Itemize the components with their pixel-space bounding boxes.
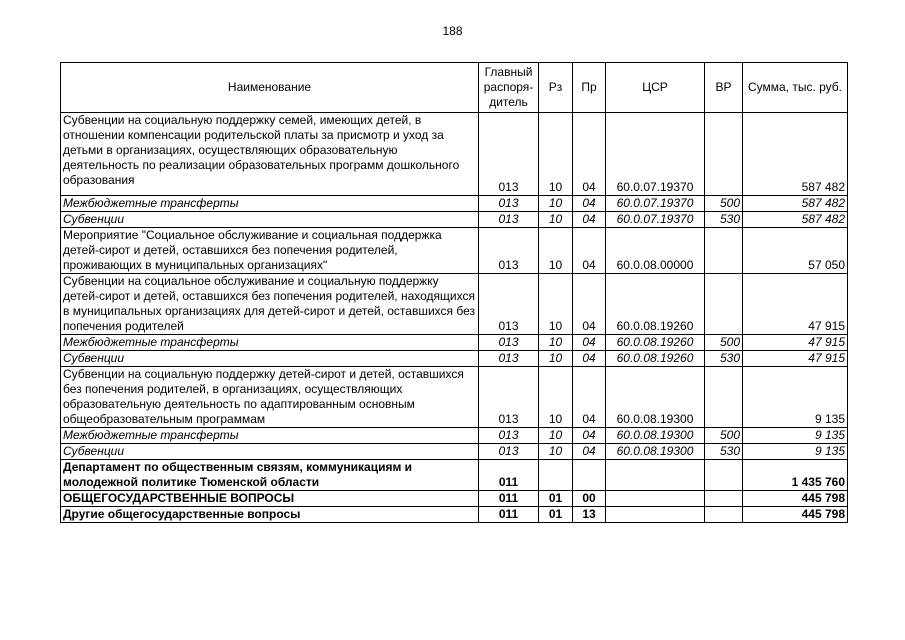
row-pr: 00 [573,491,606,507]
row-vr [705,491,743,507]
row-vr [705,460,743,491]
row-pr: 13 [573,507,606,523]
row-csr: 60.0.08.19300 [606,444,705,460]
row-vr [705,367,743,428]
header-csr: ЦСР [606,63,705,113]
row-sum: 587 482 [743,113,848,196]
row-vr [705,228,743,274]
row-pr: 04 [573,428,606,444]
row-vr: 500 [705,335,743,351]
row-csr: 60.0.08.19260 [606,335,705,351]
row-csr: 60.0.08.19260 [606,274,705,335]
row-rz: 10 [539,228,573,274]
row-name: Межбюджетные трансферты [61,335,479,351]
row-rz: 10 [539,113,573,196]
table-row [61,460,848,491]
row-rz: 10 [539,351,573,367]
row-csr [606,507,705,523]
row-name: Другие общегосударственные вопросы [61,507,479,523]
row-name: Субвенции на социальную поддержку детей-сирот и детей, оставшихся без попечения родителей, в организациях, осуществляющих образовательную деятельность по адаптированным основным общеобразовательным программам [61,367,479,428]
row-csr [606,460,705,491]
row-grbs: 011 [479,491,539,507]
row-csr: 60.0.08.19300 [606,428,705,444]
row-rz: 10 [539,212,573,228]
row-grbs: 013 [479,367,539,428]
row-sum: 1 435 760 [743,460,848,491]
row-pr: 04 [573,212,606,228]
row-name: Мероприятие "Социальное обслуживание и социальная поддержка детей-сирот и детей, оставшихся без попечения родителей, проживающих в муниципальных организациях" [61,228,479,274]
row-pr: 04 [573,228,606,274]
budget-table [60,62,848,523]
row-rz: 01 [539,491,573,507]
row-name: Межбюджетные трансферты [61,196,479,212]
table-row [61,428,848,444]
row-pr: 04 [573,113,606,196]
row-sum: 587 482 [743,196,848,212]
row-rz: 10 [539,428,573,444]
row-vr: 530 [705,444,743,460]
table-row [61,491,848,507]
header-rz: Рз [539,63,573,113]
row-csr: 60.0.08.00000 [606,228,705,274]
header-vr: ВР [705,63,743,113]
header-grbs: Главный распоря-дитель [479,63,539,113]
row-name: Департамент по общественным связям, коммуникациям и молодежной политике Тюменской области [61,460,479,491]
row-sum: 47 915 [743,274,848,335]
row-csr [606,491,705,507]
row-vr: 500 [705,428,743,444]
row-name: Субвенции [61,444,479,460]
table-row [61,113,848,196]
row-vr: 500 [705,196,743,212]
row-grbs: 013 [479,444,539,460]
table-row [61,335,848,351]
table-row [61,367,848,428]
row-pr: 04 [573,367,606,428]
row-grbs: 013 [479,113,539,196]
row-csr: 60.0.07.19370 [606,212,705,228]
table-row [61,196,848,212]
row-csr: 60.0.08.19260 [606,351,705,367]
table-row [61,212,848,228]
row-name: Субвенции на социальную поддержку семей, имеющих детей, в отношении компенсации родительской платы за присмотр и уход за детьми в организациях, осуществляющих образовательную деятельность по реализации образовательных программ дошкольного образования [61,113,479,196]
row-name: Субвенции на социальное обслуживание и социальную поддержку детей-сирот и детей, оставшихся без попечения родителей, находящихся в муниципальных организациях для детей-сирот и детей, оставшихся без попечения родителей [61,274,479,335]
row-grbs: 013 [479,228,539,274]
row-vr: 530 [705,212,743,228]
header-pr: Пр [573,63,606,113]
row-sum: 47 915 [743,335,848,351]
row-rz: 10 [539,274,573,335]
row-grbs: 013 [479,274,539,335]
row-grbs: 011 [479,460,539,491]
row-name: Субвенции [61,212,479,228]
row-pr: 04 [573,351,606,367]
row-rz: 10 [539,196,573,212]
row-name: ОБЩЕГОСУДАРСТВЕННЫЕ ВОПРОСЫ [61,491,479,507]
table-row [61,444,848,460]
page-number: 188 [442,24,463,38]
row-vr [705,274,743,335]
row-sum: 9 135 [743,367,848,428]
header-sum: Сумма, тыс. руб. [743,63,848,113]
row-pr: 04 [573,274,606,335]
table-row [61,274,848,335]
row-sum: 47 915 [743,351,848,367]
row-sum: 445 798 [743,491,848,507]
row-grbs: 013 [479,428,539,444]
row-vr [705,507,743,523]
row-grbs: 013 [479,351,539,367]
row-name: Субвенции [61,351,479,367]
table-row [61,507,848,523]
row-csr: 60.0.07.19370 [606,113,705,196]
row-sum: 445 798 [743,507,848,523]
row-rz [539,460,573,491]
row-sum: 9 135 [743,444,848,460]
row-grbs: 011 [479,507,539,523]
row-rz: 10 [539,367,573,428]
row-pr: 04 [573,335,606,351]
row-sum: 9 135 [743,428,848,444]
row-csr: 60.0.07.19370 [606,196,705,212]
row-pr [573,460,606,491]
row-pr: 04 [573,196,606,212]
row-grbs: 013 [479,196,539,212]
row-sum: 587 482 [743,212,848,228]
row-vr [705,113,743,196]
header-name: Наименование [61,63,479,113]
row-rz: 10 [539,335,573,351]
row-rz: 10 [539,444,573,460]
table-row [61,351,848,367]
row-name: Межбюджетные трансферты [61,428,479,444]
row-grbs: 013 [479,212,539,228]
row-rz: 01 [539,507,573,523]
row-csr: 60.0.08.19300 [606,367,705,428]
row-sum: 57 050 [743,228,848,274]
row-pr: 04 [573,444,606,460]
row-vr: 530 [705,351,743,367]
table-header-row [61,63,848,113]
table-row [61,228,848,274]
row-grbs: 013 [479,335,539,351]
